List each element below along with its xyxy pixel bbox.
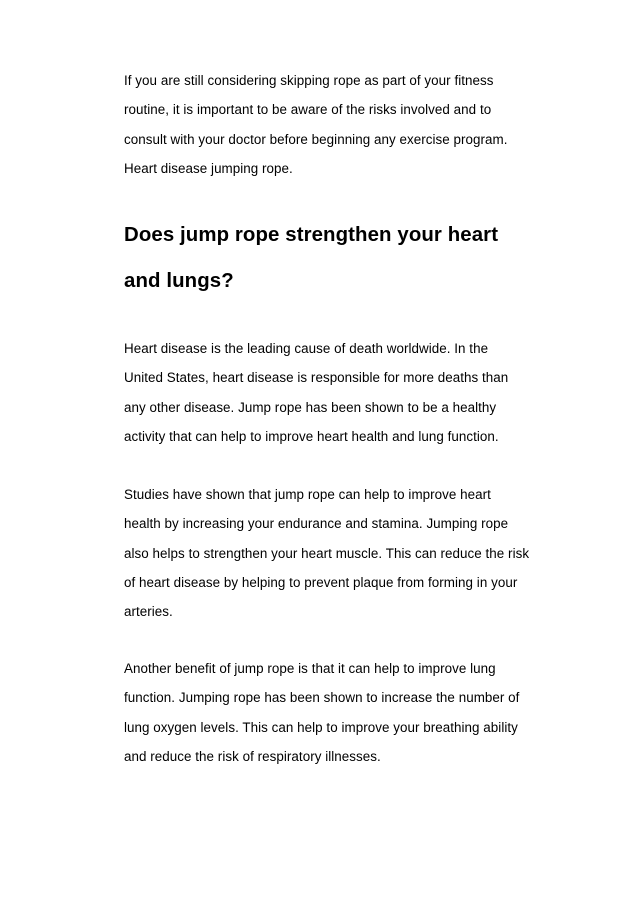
paragraph-line: Studies have shown that jump rope can help to improve heart — [124, 487, 491, 502]
paragraph-line: If you are still considering skipping rope as part of your fitness — [124, 73, 494, 88]
studies-paragraph — [124, 480, 529, 626]
paragraph-line: any other disease. Jump rope has been shown to be a healthy — [124, 399, 497, 415]
paragraph-line: and reduce the risk of respiratory illnesses. — [124, 748, 381, 764]
paragraph-line: lung oxygen levels. This can help to improve your breathing ability — [124, 719, 518, 735]
paragraph-line: of heart disease by helping to prevent plaque from forming in your — [124, 574, 518, 590]
section-heading — [124, 212, 498, 304]
paragraph-line: Heart disease jumping rope. — [124, 160, 293, 176]
paragraph-line: health by increasing your endurance and stamina. Jumping rope — [124, 516, 509, 532]
paragraph-line: consult with your doctor before beginning any exercise program. — [124, 131, 508, 147]
heading-line: and lungs? — [124, 270, 234, 292]
heading-line: Does jump rope strengthen your heart — [124, 224, 499, 246]
intro-paragraph — [124, 66, 508, 183]
heart-disease-paragraph — [124, 334, 508, 451]
paragraph-line: function. Jumping rope has been shown to increase the number of — [124, 690, 520, 706]
paragraph-line: United States, heart disease is responsible for more deaths than — [124, 370, 509, 386]
paragraph-line: Another benefit of jump rope is that it can help to improve lung — [124, 661, 496, 676]
lung-function-paragraph — [124, 654, 519, 771]
paragraph-line: Heart disease is the leading cause of death worldwide. In the — [124, 341, 489, 356]
paragraph-line: activity that can help to improve heart health and lung function. — [124, 428, 499, 444]
paragraph-line: also helps to strengthen your heart muscle. This can reduce the risk — [124, 545, 530, 561]
paragraph-line: arteries. — [124, 604, 173, 620]
paragraph-line: routine, it is important to be aware of the risks involved and to — [124, 102, 492, 118]
